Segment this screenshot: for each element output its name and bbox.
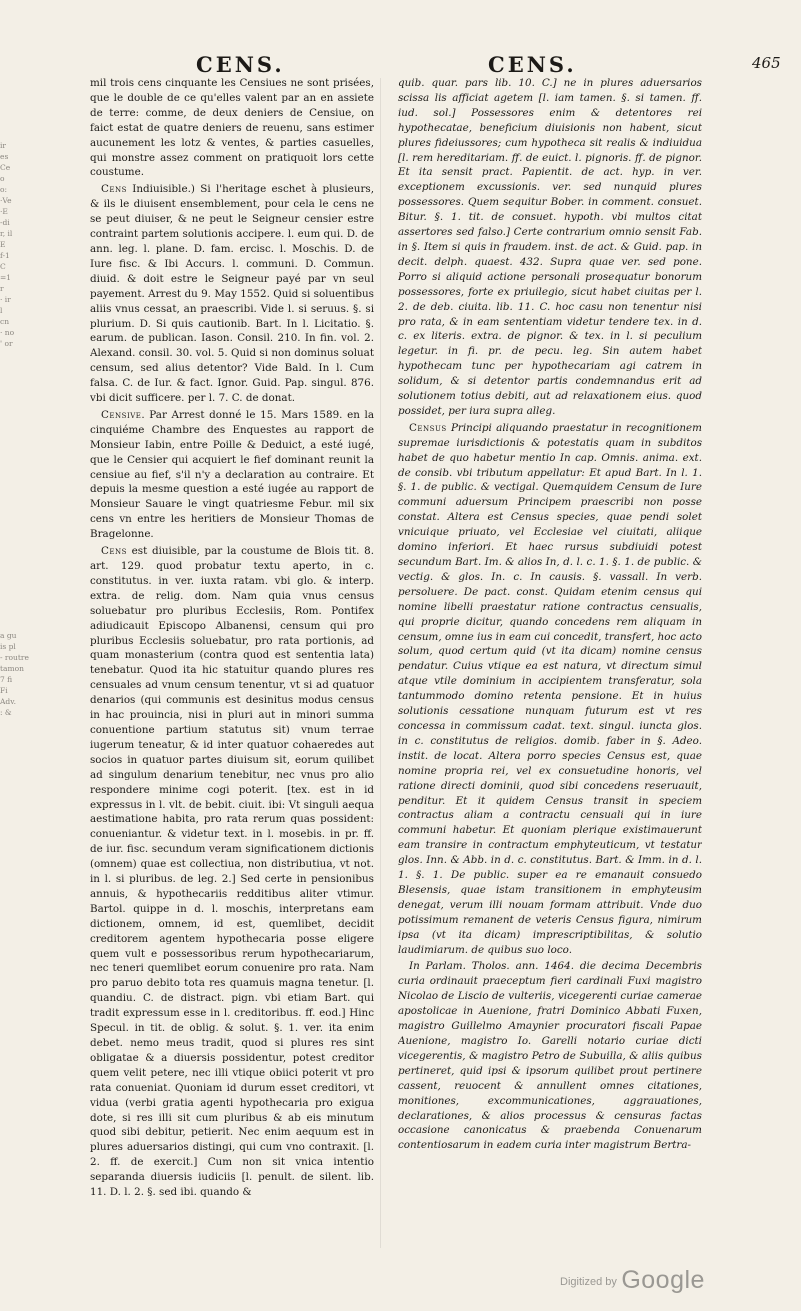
paragraph-text: . Par Arrest donné le 15. Mars 1589. en la cinquiéme Chambre des Enquestes au rapport de Monsieur Iabin, entre Poille & Deduict, a esté iugé, que le Censier qui acquiert le fief dominant reunit la censiue au fief, s'il n'y a declaration au contraire. Et depuis la mesme question a esté iugée au rapport de Monsieur Sauare le vingt quatriesme Febur. mil six cens vn entre les heritiers de Monsieur Thomas de Bragelonne. bbox=[90, 408, 374, 541]
bleed-through-margin: ir es Ce o o: ·Ve ·E -di r, il E f-1 C =1 r · ir l cn · no ' or bbox=[0, 141, 15, 348]
digitization-watermark bbox=[560, 1266, 705, 1295]
entry-headword: Cens bbox=[101, 545, 127, 558]
paragraph bbox=[90, 408, 374, 542]
page-number: 465 bbox=[752, 54, 781, 72]
paragraph bbox=[398, 959, 702, 1153]
entry-headword: Cens bbox=[101, 183, 127, 196]
paragraph-text: est diuisible, par la coustume de Blois tit. 8. art. 129. quod probatur textu aperto, in c. constitutus. in ver. iuxta ratam. vbi glo. & interp. extra. de relig. dom. Nam quia vnus census soluebatur pro pluribus Ecclesiis, Rom. Pontifex adiudicauit Episcopo Albanensi, censum qui pro pluribus Ecclesiis soluebatur, pro rata portionis, ad quam monasterium (contra quod est sententia lata) tenebatur. Quod ita hic statuitur quando plures res censuales ad vnum censum tenentur, vt si ad quatuor denarios (qui communis est desinitus modus census in hac prouincia, nisi in pluri aut in minori summa conuentione partium statutus sit) vnum terrae iugerum teneatur, & id inter quatuor cohaeredes aut socios in quatuor partes diuisum sit, eorum quilibet ad singulum denarium tenebitur, nec vnus pro alio respondere minime cogi poterit. [tex. est in id expressus in l. vlt. de bebit. ciuit. ibi: Vt singuli aequa aestimatione habita, pro rata rerum quas possident: conueniantur. & videtur text. in l. mosebis. in pr. ff. de iur. fisc. secundum veram significationem dictionis (omnem) quae est collectiua, non distributiua, vt not. in l. si pluribus. de leg. 2.] Sed certe in pensionibus annuis, & hypothecariis redditibus aliter vtimur. Bartol. quippe in d. l. moschis, interpretans eam dictionem, omnem, id est, quemlibet, decidit creditorem agentem hypothecaria posse eligere quem vult e possessoribus rerum hypothecariarum, nec teneri quemlibet eorum conuenire pro rata. Nam pro paruo debito tota res quamuis magna tenetur. [l. quandiu. C. de distract. pign. vbi etiam Bart. qui tradit expressum esse in l. creditoribus. ff. eod.] Hinc Specul. in tit. de oblig. & solut. §. 1. ver. ita enim debet. nemo meus tradit, quod si plures res sint obligatae & a diuersis possidentur, potest creditor quem velit petere, nec illi vtique obiici poterit vt pro rata conueniat. Quoniam id durum esset creditori, vt vidua (verbi gratia agenti hypothecaria pro exigua dote, si res illi sit cum pluribus & ab eis minutum quod sibi debitur, petierit. Nec enim aequum est in plures aduersarios distingi, qui cum vno contraxit. [l. 2. ff. de exercit.] Cum non sit vnica intentio separanda diuersis iudiciis [l. penult. de silent. lib. 11. D. l. 2. §. sed ibi. quando & bbox=[90, 545, 374, 1199]
watermark-prefix: Digitized by bbox=[560, 1276, 617, 1288]
left-column bbox=[90, 76, 374, 1226]
paragraph-text: In Parlam. Tholos. ann. 1464. die decima Decembris curia ordinauit praeceptum fieri cardinali Fuxi magistro Nicolao de Liscio de vulteriis, vicegerenti curiae camerae apostolicae in Auenione, fratri Dominico Abbati Fuxen, magistro Guillelmo Amaynier procuratori fiscali Papae Auenione, magistro Io. Garelli notario curiae dicti vicegerentis, & magistro Petro de Subuilla, & aliis quibus pertineret, quid ipsi & ipsorum quilibet prout pertinere cassent, reuocent & annullent omnes citationes, monitiones, excommunicationes, aggrauationes, declarationes, & alios processus & censuras factas occasione canonicatus & praebenda Conuenarum contentiosarum in eadem curia inter magistrum Bertra- bbox=[398, 960, 702, 1152]
paragraph bbox=[90, 76, 374, 180]
paragraph-text: quib. quar. pars lib. 10. C.] ne in plures aduersarios scissa lis afficiat agetem [l. iam tamen. §. si tamen. ff. iud. sol.] Possessores enim & detentores rei hypothecatae, beneficium diuisionis non habent, sicut plures fideiussores; cum hypotheca sit realis & indiuidua [l. rem hereditariam. ff. de euict. l. pignoris. ff. de pignor. Et ita sensit pract. Papientit. de act. hyp. in ver. exceptionem excussionis. ver. sed nunquid plures possessores. Quem sequitur Bober. in comment. consuet. Bitur. §. 1. tit. de consuet. hypoth. vbi multos citat assertores sed falso.] Certe contrarium omnio sensit Fab. in §. Item si quis in fraudem. inst. de act. & Guid. pap. in decit. delph. quaest. 432. Supra quae ver. sed pone. Porro si aliquid actione personali prosequatur bonorum possessores, forte ex priuilegio, sicut habet ciuitas per l. 2. de deb. ciuita. lib. 11. C. hoc casu non tenentur nisi pro rata, & in eam sententiam videtur tendere tex. in d. c. ex literis. extra. de pignor. & tex. in l. si peculium legetur. in fi. pr. de pecu. leg. Sin autem habet hypothecam tunc per hypothecariam agi catrem in solidum, & si detentor partis condemnandus erit ad solutionem totius debiti, aut ad relaxationem eius. quod possidet, per iura supra alleg. bbox=[398, 77, 702, 417]
bleed-through-margin-lower: a gu is pl - routre tamon 7 fi Fi Adv. : & bbox=[0, 631, 29, 717]
paragraph bbox=[90, 544, 374, 1200]
paragraph-text: Principi aliquando praestatur in recognitionem supremae iurisdictionis & potestatis quam in subditos habet de quo habetur mentio In cap. Omnis. anima. ext. de consib. vbi tributum appellatur: Et apud Bart. In l. 1. §. 1. de public. & vectigal. Quemquidem Censum de Iure communi aduersum Principem praescribi non posse constat. Altera est Census species, quae pendi solet vnicuique priuato, vel Ecclesiae vel ciuitati, aliique domino inferiori. Et haec rursus subdiuidi potest secundum Bart. Im. & alios In, d. l. c. 1. §. 1. de public. & vectig. & glos. In. c. In causis. §. vassall. In verb. persoluere. De pact. const. Quidam etenim census qui nomine libelli praestatur ratione contractus censualis, qui proprie dicitur, quando concedens rem aliquam in censum, omne ius in eam cui concedit, transfert, hoc acto solum, quod certum quid (vt ita dicam) nomine census pendatur. Cuius vtique ea est natura, vt directum simul atque vtile dominium in accipientem transferatur, sola tantummodo domino retenta pensione. Et in huius solutionis cessatione nunquam futurum est vt res concessa in commissum cadat. text. singul. iuncta glos. in c. constitutus de religios. domib. faber in §. Adeo. instit. de locat. Altera porro species Census est, quae nomine propria rei, vel ex consuetudine honoris, vel ratione directi dominii, quod sibi concedens reseruauit, penditur. Et it quidem Census transit in speciem contractus aliam a contractu censuali qui in iure communi habetur. Et quoniam plerique existimauerunt eam transire in contractum emphyteuticum, vt testatur glos. Inn. & Abb. in d. c. constitutus. Bart. & Imm. in d. l. 1. §. 1. De public. super ea re emanauit consuedo Blesensis, quae istam transitionem in emphyteusim denegat, verum illi nouam formam attribuit. Vnde duo potissimum remanent de veteris Census figura, nimirum ipsa (vt ita dicam) imprescriptibilitas, & solutio laudimiarum. de quibus suo loco. bbox=[398, 421, 702, 956]
running-header-right: CENS. bbox=[488, 52, 577, 77]
paragraph bbox=[398, 76, 702, 419]
running-header-left: CENS. bbox=[196, 52, 285, 77]
paragraph-text: mil trois cens cinquante les Censiues ne sont prisées, que le double de ce qu'elles valent par an en assiete de terre: comme, de deux deniers de Censiue, on faict estat de quatre deniers de reuenu, sans estimer aucunement les lotz & ventes, & parties casuelles, qui monstre assez comment on pratiquoit lors cette coustume. bbox=[90, 77, 374, 179]
paragraph-text: Indiuisible.) Si l'heritage eschet à plusieurs, & ils le diuisent ensemblement, pour cela le cens ne se peut diuiser, & ne peut le Seigneur censier estre contraint partem solutionis accipere. l. eum qui. D. de ann. leg. l. plane. D. fam. ercisc. l. Moschis. D. de Iure fisc. & Ibi Accurs. l. communi. D. Commun. diuid. & doit estre le Seigneur payé par vn seul payement. Arrest du 9. May 1552. Quid si soluentibus aliis vnus cessat, an praescribi. Vide l. si seruus. §. si plurium. D. Si quis cautionib. Bart. In l. Licitatio. §. earum. de publican. Iason. Consil. 210. In fin. vol. 2. Alexand. consil. 30. vol. 5. Quid si non dominus soluat censum, sed alius detentor? Vide Bald. In l. Cum falsa. C. de Iur. & fact. Ignor. Guid. Pap. singul. 876. vbi dicit sufficere. per l. 7. C. de donat. bbox=[90, 183, 374, 405]
paragraph bbox=[398, 421, 702, 958]
entry-headword: Census bbox=[409, 421, 447, 434]
column-divider bbox=[380, 78, 381, 1248]
right-column bbox=[398, 76, 702, 1226]
google-logo: Google bbox=[621, 1266, 705, 1294]
entry-headword: Censive bbox=[101, 408, 142, 421]
paragraph bbox=[90, 182, 374, 406]
